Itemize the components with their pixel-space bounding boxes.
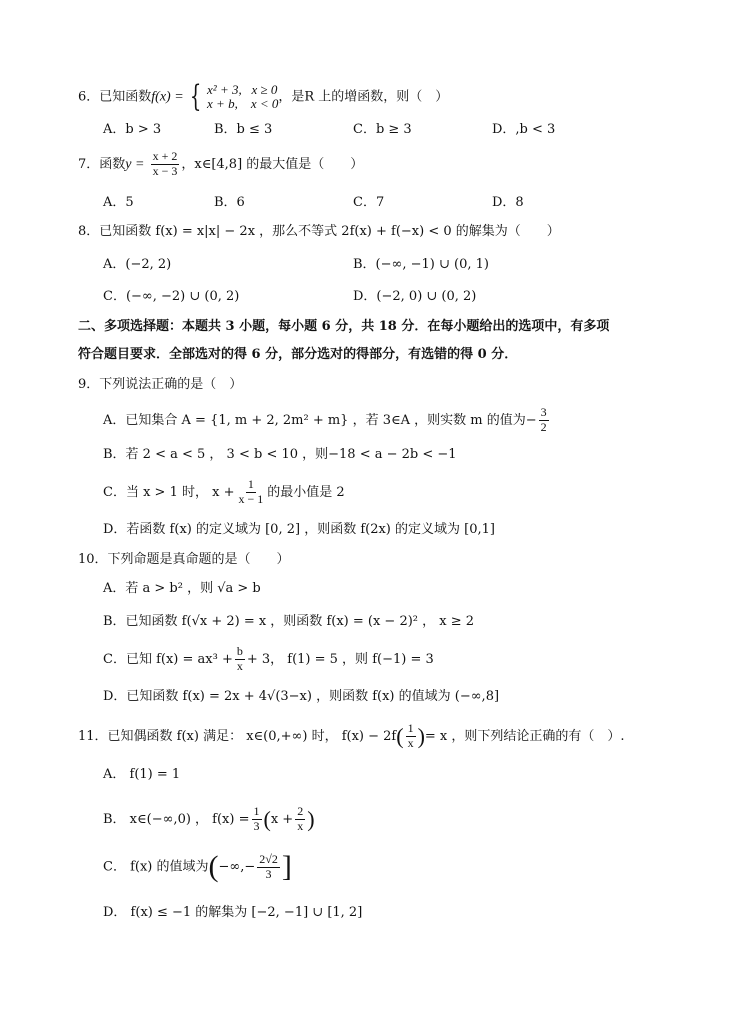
q10-option-d: D．已知函数 f(x) = 2x + 4√(3−x) ，则函数 f(x) 的值域为 (−∞,8] — [103, 689, 500, 704]
q6-stem: 6．已知函数f(x) = { x² + 3, x ≥ 0 x + b, x < 0 ，是R 上的增函数，则（ ） — [78, 79, 449, 114]
q8-option-b: B．(−∞, −1) ∪ (0, 1) — [353, 257, 489, 272]
q9-option-a: A．已知集合 A = {1, m + 2, 2m² + m} ，若 3∈A ，则实数 m 的值为− $\frac{3}{2}$ — [103, 405, 547, 434]
section2-heading-line2: 符合题目要求．全部选对的得 6 分，部分选对的得部分，有选错的得 0 分． — [78, 347, 518, 362]
q6-option-b: B．b ≤ 3 — [214, 122, 273, 137]
q11-option-a: A． f(1) = 1 — [103, 767, 181, 782]
q10-stem: 10．下列命题是真命题的是（ ） — [78, 552, 290, 567]
q9-option-c-fraction: $\frac{1}{x - 1}$ — [238, 477, 264, 506]
q10-option-a: A．若 a > b² ，则 √a > b — [103, 581, 261, 596]
q9-option-a-fraction: $\frac{3}{2}$ — [540, 405, 547, 434]
q9-stem: 9．下列说法正确的是（ ） — [78, 377, 243, 392]
q11-option-b-fraction: $\frac{1}{3}$ — [253, 804, 260, 833]
q8-option-d: D．(−2, 0) ∪ (0, 2) — [353, 289, 477, 304]
q6-piecewise-cases: x² + 3, x ≥ 0 x + b, x < 0 — [207, 82, 279, 111]
q7-option-b: B．6 — [214, 195, 245, 210]
q6-option-a: A．b > 3 — [103, 122, 162, 137]
q10-option-b: B．已知函数 f(√x + 2) = x ，则函数 f(x) = (x − 2)² ， x ≥ 2 — [103, 614, 475, 629]
q11-option-b: B． x∈(−∞,0) ， f(x) = $\frac{1}{3}$ (x + $\frac{2}{x}$ ) — [103, 804, 315, 833]
q11-option-b-inner-fraction: $\frac{2}{x}$ — [297, 804, 304, 833]
q9-option-d: D．若函数 f(x) 的定义域为 [0, 2] ，则函数 f(2x) 的定义域为 [0,1] — [103, 522, 495, 537]
q10-option-c-fraction: $\frac{b}{x}$ — [236, 644, 243, 673]
section2-heading-line1: 二、多项选择题：本题共 3 小题，每小题 6 分，共 18 分．在每小题给出的选项中，有多项 — [78, 319, 610, 334]
q6-option-c: C．b ≥ 3 — [353, 122, 412, 137]
q8-option-c: C．(−∞, −2) ∪ (0, 2) — [103, 289, 240, 304]
q11-option-d: D． f(x) ≤ −1 的解集为 [−2, −1] ∪ [1, 2] — [103, 905, 363, 920]
q7-fraction: $\frac{x + 2}{x - 3}$ — [152, 149, 178, 178]
q11-stem: 11．已知偶函数 f(x) 满足： x∈(0,+∞) 时， f(x) − 2f( $\frac{1}{x}$ )= x ，则下列结论正确的有（ ）. — [78, 721, 625, 750]
q7-option-c: C．7 — [353, 195, 385, 210]
q8-stem: 8．已知函数 f(x) = x|x| − 2x ，那么不等式 2f(x) + f(−x) < 0 的解集为（ ） — [78, 224, 560, 239]
q11-option-c: C． f(x) 的值域为(−∞,− $\frac{2√2}{3}$ ] — [103, 850, 292, 883]
q9-option-c: C．当 x > 1 时， x + $\frac{1}{x - 1}$ 的最小值是 2 — [103, 477, 345, 506]
q10-option-c: C．已知 f(x) = ax³ + $\frac{b}{x}$ + 3， f(1) = 5 ，则 f(−1) = 3 — [103, 644, 434, 673]
q9-option-b: B．若 2 < a < 5 ， 3 < b < 10 ，则−18 < a − 2b < −1 — [103, 447, 457, 462]
q11-option-c-fraction: $\frac{2√2}{3}$ — [259, 851, 278, 881]
q11-stem-fraction: $\frac{1}{x}$ — [407, 721, 414, 750]
q8-option-a: A．(−2, 2) — [103, 257, 172, 272]
q7-stem: 7．函数y = $\frac{x + 2}{x - 3}$ ，x∈[4,8] 的最大值是（ ） — [78, 149, 364, 178]
q6-option-d: D．,b < 3 — [492, 122, 556, 137]
q7-option-a: A．5 — [103, 195, 134, 210]
q7-option-d: D．8 — [492, 195, 524, 210]
